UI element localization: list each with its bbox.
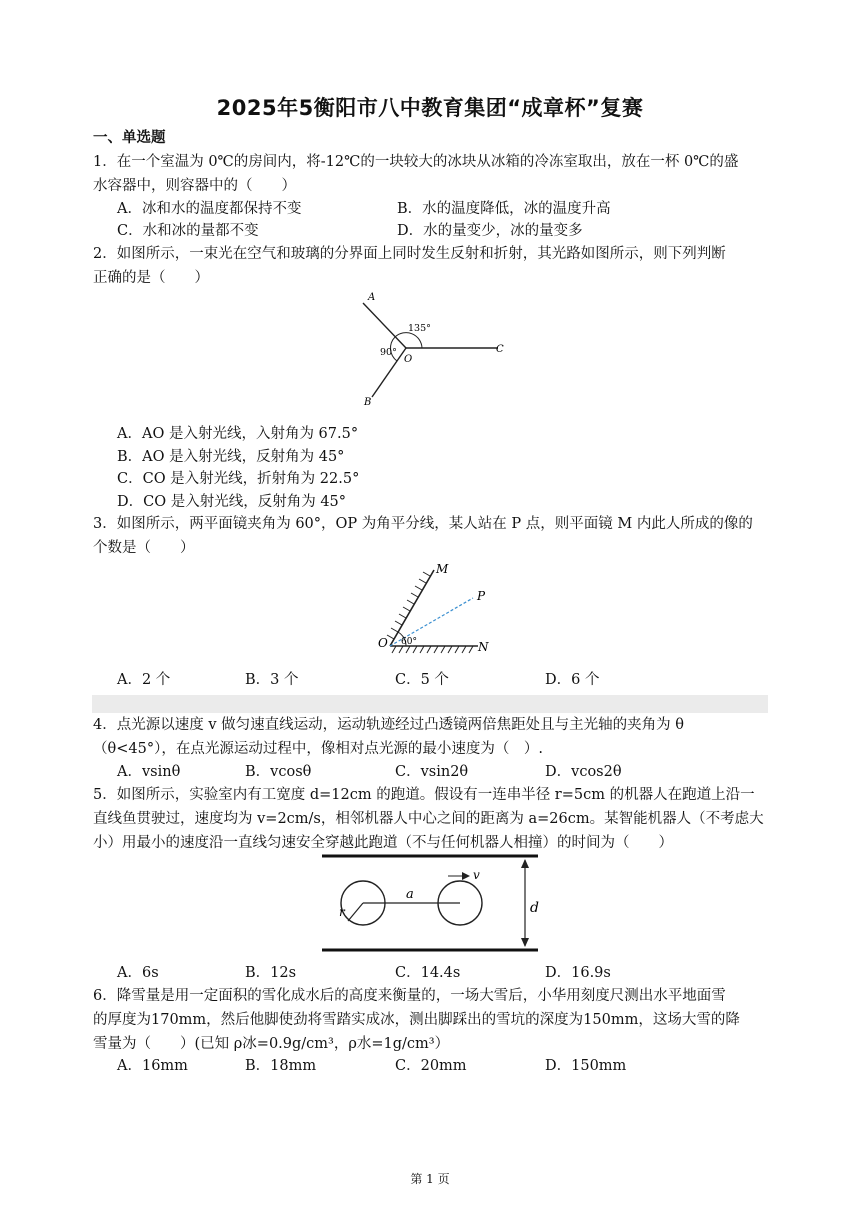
q4-stem-line1: 4．点光源以速度 v 做匀速直线运动，运动轨迹经过凸透镜两倍焦距处且与主光轴的夹角为 θ xyxy=(93,717,684,733)
label-n: N xyxy=(478,640,489,654)
q5-option-b: B．12s xyxy=(245,965,297,981)
q5-option-c: C．14.4s xyxy=(395,965,461,981)
q4-stem-line2: （θ<45°），在点光源运动过程中，像相对点光源的最小速度为（ ）. xyxy=(93,741,543,757)
label-m: M xyxy=(436,562,449,576)
q2-stem-line1: 2．如图所示，一束光在空气和玻璃的分界面上同时发生反射和折射，其光路如图所示，则下列判断 xyxy=(93,246,726,262)
width-arrow-head-bottom xyxy=(521,938,529,947)
mirror-n-hatching xyxy=(392,646,473,653)
label-d: d xyxy=(530,900,539,916)
label-a: A xyxy=(368,292,376,303)
q3-option-b: B．3 个 xyxy=(245,672,299,688)
label-o: O xyxy=(404,354,413,365)
page-separator-band xyxy=(92,695,768,713)
label-p: P xyxy=(477,589,486,603)
page-title: 2025年5衡阳市八中教育集团“成章杯”复赛 xyxy=(216,96,644,120)
q6-option-a: A．16mm xyxy=(117,1058,188,1074)
q2-stem-line2: 正确的是（ ） xyxy=(93,270,209,286)
q2-option-c: C．CO 是入射光线，折射角为 22.5° xyxy=(117,471,360,487)
label-c: C xyxy=(496,344,504,355)
label-r: r xyxy=(339,905,345,919)
q2-option-b: B．AO 是入射光线，反射角为 45° xyxy=(117,449,345,465)
width-arrow-head-top xyxy=(521,859,529,868)
q6-stem-line1: 6．降雪量是用一定面积的雪化成水后的高度来衡量的，一场大雪后，小华用刻度尺测出水平地面雪 xyxy=(93,988,726,1004)
label-o: O xyxy=(378,636,388,650)
q5-option-a: A．6s xyxy=(117,965,159,981)
q4-option-d: D．vcos2θ xyxy=(545,764,622,780)
q6-option-b: B．18mm xyxy=(245,1058,317,1074)
q3-option-c: C．5 个 xyxy=(395,672,449,688)
radius-line xyxy=(348,903,363,921)
q1-option-a: A．冰和水的温度都保持不变 xyxy=(117,201,302,217)
q6-option-d: D．150mm xyxy=(545,1058,627,1074)
q1-option-b: B．水的温度降低，冰的温度升高 xyxy=(397,201,611,217)
q1-stem-line1: 1．在一个室温为 0℃的房间内，将-12℃的一块较大的冰块从冰箱的冷冻室取出，放在一杯 0℃的盛 xyxy=(93,154,739,170)
mirror-m xyxy=(390,570,434,646)
angle-label-90: 90° xyxy=(380,347,397,358)
angle-label-60: 60° xyxy=(401,637,417,647)
q5-stem-line3: 小）用最小的速度沿一直线匀速安全穿越此跑道（不与任何机器人相撞）的时间为（ ） xyxy=(93,835,673,851)
q6-stem-line2: 的厚度为170mm，然后他脚使劲将雪踏实成冰，测出脚踩出的雪坑的深度为150mm，这场大雪的降 xyxy=(93,1012,740,1028)
q2-figure xyxy=(340,285,520,415)
q5-stem-line1: 5．如图所示，实验室内有工宽度 d=12cm 的跑道。假设有一连串半径 r=5cm 的机器人在跑道上沿一 xyxy=(93,787,755,803)
ray-ao xyxy=(363,303,406,348)
q4-option-a: A．vsinθ xyxy=(117,764,181,780)
angle-label-135: 135° xyxy=(408,323,431,334)
q1-stem-line2: 水容器中，则容器中的（ ） xyxy=(93,178,296,194)
q2-option-d: D．CO 是入射光线，反射角为 45° xyxy=(117,494,347,510)
q6-option-c: C．20mm xyxy=(395,1058,467,1074)
q4-option-b: B．vcosθ xyxy=(245,764,312,780)
q3-option-d: D．6 个 xyxy=(545,672,600,688)
label-a: a xyxy=(406,887,414,902)
section-heading: 一、单选题 xyxy=(93,130,166,146)
q1-option-d: D．水的量变少，冰的量变多 xyxy=(397,223,583,239)
q3-option-a: A．2 个 xyxy=(117,672,171,688)
mirror-m-hatching xyxy=(387,572,430,639)
q6-stem-line3: 雪量为（ ）(已知 ρ冰=0.9g/cm³，ρ水=1g/cm³） xyxy=(93,1036,450,1052)
q1-option-c: C．水和冰的量都不变 xyxy=(117,223,259,239)
velocity-arrow-head xyxy=(462,872,470,880)
q5-figure xyxy=(320,850,550,960)
page-number: 第 1 页 xyxy=(410,1172,450,1186)
q4-option-c: C．vsin2θ xyxy=(395,764,469,780)
q3-stem-line1: 3．如图所示，两平面镜夹角为 60°，OP 为角平分线，某人站在 P 点，则平面镜 M 内此人所成的像的 xyxy=(93,516,753,532)
q3-figure xyxy=(360,558,510,668)
q5-stem-line2: 直线鱼贯驶过，速度均为 v=2cm/s，相邻机器人中心之间的距离为 a=26cm。某智能机器人（不考虑大 xyxy=(93,811,764,827)
q3-stem-line2: 个数是（ ） xyxy=(93,540,195,556)
q5-option-d: D．16.9s xyxy=(545,965,611,981)
label-b: B xyxy=(364,397,372,408)
q2-option-a: A．AO 是入射光线，入射角为 67.5° xyxy=(117,426,359,442)
label-v: v xyxy=(473,868,480,882)
